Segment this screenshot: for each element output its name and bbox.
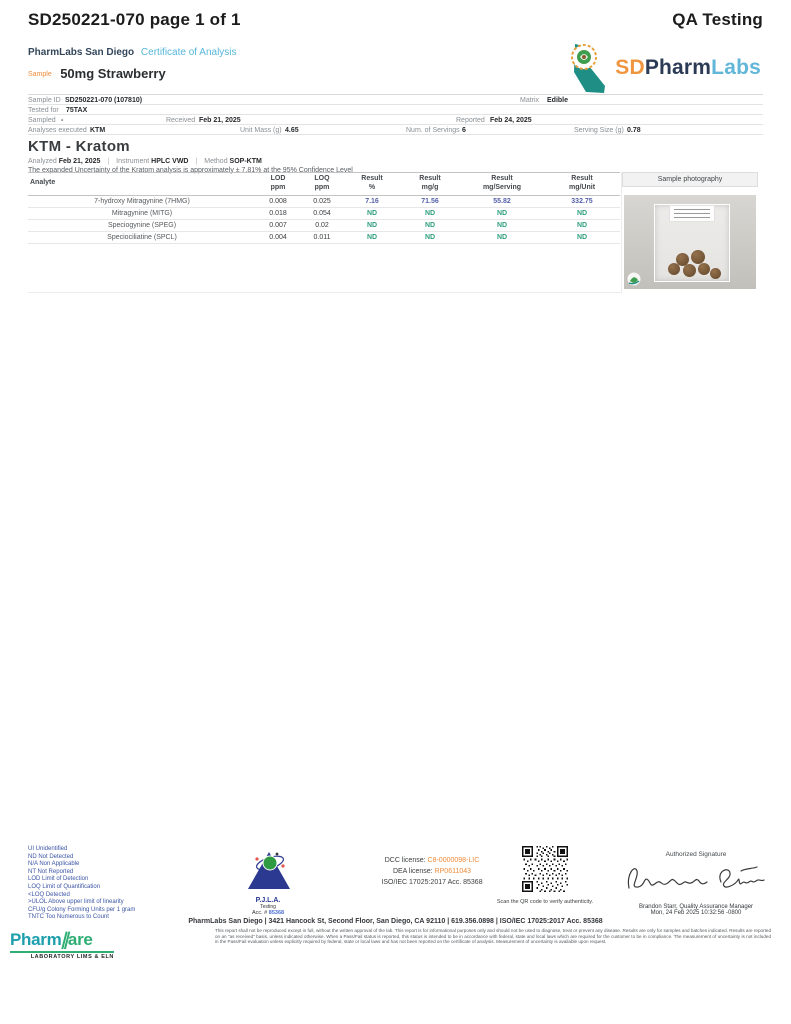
pharmware-logo — [10, 930, 130, 960]
legend-item: NT Not Reported — [28, 868, 74, 875]
col-header-lod-line2: ppm — [270, 183, 286, 191]
authorized-signature-block — [618, 851, 774, 916]
sampled-value: - — [61, 117, 64, 124]
legend-item: ND Not Detected — [28, 853, 74, 860]
lod-value: 0.008 — [256, 195, 300, 207]
legend-item: LOD Limit of Detection — [28, 876, 89, 883]
results-header-row — [28, 173, 620, 196]
tested-for-value: 75TAX — [66, 107, 88, 114]
matrix-label: Matrix — [520, 97, 540, 104]
col-header-result-pct — [344, 173, 400, 196]
serving-size-label: Serving Size (g) — [574, 127, 624, 134]
sample-photo — [624, 195, 756, 289]
qa-testing-label: QA Testing — [672, 10, 763, 29]
col-header-pct-line1: Result — [361, 175, 383, 182]
analyte-name: 7-hydroxy Mitragynine (7HMG) — [28, 195, 256, 207]
result-serving: ND — [460, 219, 544, 231]
gummy-ball — [698, 263, 710, 275]
instrument-label: Instrument — [116, 158, 150, 165]
analyses-executed-label: Analyses executed — [28, 127, 87, 134]
brand-labs: Labs — [711, 56, 761, 79]
method-label: Method — [204, 158, 228, 165]
document-header — [28, 10, 763, 30]
analyte-name: Speciociliatine (SPCL) — [28, 231, 256, 243]
legend-item: UI Unidentified — [28, 846, 68, 852]
iso-accreditation-line: ISO/IEC 17025:2017 Acc. 85368 — [381, 879, 483, 886]
reported-label: Reported — [456, 117, 485, 124]
gummy-ball — [691, 250, 705, 264]
col-header-loq-line1: LOQ — [314, 175, 330, 182]
result-mgg: ND — [400, 207, 460, 219]
sample-tag-label: Sample — [28, 71, 52, 78]
loq-value: 0.02 — [300, 219, 344, 231]
meta-separator: | — [107, 158, 110, 165]
num-servings-value: 6 — [462, 127, 466, 134]
qr-verification — [486, 846, 604, 905]
uncertainty-note: The expanded Uncertainty of the Kratom analysis is approximately ± 7.81% at the 95% Confidence Level — [28, 167, 353, 174]
col-header-mgg-line2: mg/g — [421, 183, 439, 191]
analyte-name: Mitragynine (MITG) — [28, 207, 256, 219]
analyzed-label: Analyzed — [28, 158, 57, 165]
authorized-signature-label: Authorized Signature — [665, 851, 727, 858]
result-serving: ND — [460, 207, 544, 219]
lab-address-line: PharmLabs San Diego | 3421 Hancock St, Second Floor, San Diego, CA 92110 | 619.356.0898 | ISO/IEC 17025:2017 Acc. 85368 — [188, 918, 603, 925]
col-header-result-unit — [544, 173, 620, 196]
result-mgg: 71.56 — [400, 195, 460, 207]
pjla-logo-icon — [244, 849, 292, 891]
col-header-lod-line1: LOD — [270, 175, 286, 182]
kratom-section-title: KTM - Kratom — [28, 138, 130, 155]
unit-mass-label: Unit Mass (g) — [240, 127, 282, 134]
sample-photography-header: Sample photography — [622, 172, 758, 187]
pjla-acc-label: Acc. # — [251, 910, 268, 916]
sample-name: 50mg Strawberry — [60, 66, 166, 81]
qr-code — [522, 846, 568, 892]
signatory-name-title: Brandon Starr, Quality Assurance Manager — [638, 904, 754, 910]
tested-for-label: Tested for — [28, 107, 59, 114]
loq-value: 0.025 — [300, 195, 344, 207]
certificate-of-analysis-label: Certificate of Analysis — [140, 47, 237, 58]
sample-line — [28, 65, 166, 83]
pjla-sub: Testing — [260, 904, 276, 910]
col-header-result-serving — [460, 173, 544, 196]
analyzed-date: Feb 21, 2025 — [58, 158, 101, 165]
photo-watermark-icon — [627, 272, 641, 286]
received-label: Received — [166, 117, 196, 124]
result-pct: ND — [344, 207, 400, 219]
col-header-lod — [256, 173, 300, 196]
disclaimer-text: This report shall not be reproduced except in full, without the written approval of the lab. This report is for informational purposes only and should not be used to diagnose, treat or prevent any disease. Results are only for samples and batches indicated. Results are reported on an "as received" basis, unless indicated otherwise. When a Pass/Fail status is reported, this status is intended to be in accordance with federal, state and local laws which are required for the customer to be in compliance. The measurement of uncertainty is not included in the Pass/Fail evaluation unless explicitly required by federal, state or local laws and has not been reported on the certificate of analysis. Measurement of uncertainty is available upon request. — [215, 928, 771, 945]
sample-photography-column — [622, 172, 758, 289]
legend-item: >ULOL Above upper limit of linearity — [28, 899, 124, 906]
result-serving: 55.82 — [460, 195, 544, 207]
california-logo-icon — [569, 42, 611, 94]
result-unit: ND — [544, 231, 620, 243]
sample-info-row-2 — [28, 105, 763, 115]
result-mgg: ND — [400, 231, 460, 243]
result-pct: ND — [344, 231, 400, 243]
result-pct: 7.16 — [344, 195, 400, 207]
col-header-serving-line2: mg/Serving — [482, 183, 522, 191]
table-row — [28, 207, 620, 219]
gummy-ball — [668, 263, 680, 275]
meta-separator: | — [195, 158, 198, 165]
legend-item: TNTC Too Numerous to Count — [28, 914, 109, 921]
pjla-name: P.J.L.A. — [255, 897, 281, 904]
pharmware-wordmark — [10, 930, 114, 953]
sample-id-label: Sample ID — [28, 97, 61, 104]
pharmware-slash-icon: ∥ — [60, 930, 69, 949]
sample-bag-label — [669, 205, 715, 222]
col-header-result-mgg — [400, 173, 460, 196]
unit-mass-value: 4.65 — [285, 127, 299, 134]
sampled-label: Sampled — [28, 117, 56, 124]
num-servings-label: Num. of Servings — [406, 127, 460, 134]
lod-value: 0.004 — [256, 231, 300, 243]
brand-text — [615, 56, 761, 80]
brand-pharm: Pharm — [644, 56, 712, 79]
results-table — [28, 172, 620, 244]
kratom-analysis-meta — [28, 158, 763, 165]
dcc-license-label: DCC license: — [384, 857, 426, 864]
lod-value: 0.007 — [256, 219, 300, 231]
method-value: SOP-KTM — [229, 158, 262, 165]
pjla-accreditation-number — [230, 910, 306, 916]
instrument-value: HPLC VWD — [151, 158, 189, 165]
table-row — [28, 219, 620, 231]
pharmware-name-tail: are — [67, 930, 93, 949]
page-title: SD250221-070 page 1 of 1 — [28, 10, 241, 29]
lod-value: 0.018 — [256, 207, 300, 219]
loq-value: 0.011 — [300, 231, 344, 243]
kratom-section — [28, 138, 763, 174]
loq-value: 0.054 — [300, 207, 344, 219]
col-header-serving-line1: Result — [491, 175, 513, 182]
gummy-ball — [710, 268, 721, 279]
sample-info-row-3 — [28, 115, 763, 125]
result-unit: ND — [544, 219, 620, 231]
dea-license-label: DEA license: — [392, 868, 433, 875]
qr-caption: Scan the QR code to verify authenticity. — [496, 899, 594, 905]
serving-size-value: 0.78 — [627, 127, 641, 134]
pjla-acc-number: 85368 — [268, 910, 285, 916]
result-unit: 332.75 — [544, 195, 620, 207]
lab-line — [28, 47, 237, 58]
reported-value: Feb 24, 2025 — [490, 117, 532, 124]
lab-name: PharmLabs San Diego — [28, 47, 135, 58]
dea-license-value: RP0611043 — [434, 868, 472, 875]
brand-sd: SD — [615, 56, 645, 79]
col-header-unit-line1: Result — [571, 175, 593, 182]
table-row — [28, 231, 620, 243]
legend-item: CFU/g Colony Forming Units per 1 gram — [28, 906, 136, 913]
legend-item: <LOQ Detected — [28, 891, 70, 898]
result-serving: ND — [460, 231, 544, 243]
col-header-loq-line2: ppm — [314, 183, 330, 191]
signature-timestamp: Mon, 24 Feb 2025 10:32:56 -0800 — [650, 910, 742, 916]
sdpharmlabs-logo — [569, 42, 761, 94]
abbreviation-legend — [28, 846, 135, 922]
sample-id-value: SD250221-070 (107810) — [65, 97, 143, 104]
pjla-accreditation — [230, 849, 306, 916]
sample-info-row-4 — [28, 125, 763, 135]
result-unit: ND — [544, 207, 620, 219]
table-row — [28, 195, 620, 207]
dcc-license-value: C8-0000098-LIC — [427, 857, 480, 864]
col-header-pct-line2: % — [368, 183, 376, 191]
analyses-executed-value: KTM — [90, 127, 106, 134]
analyte-name: Speciogynine (SPEG) — [28, 219, 256, 231]
col-header-mgg-line1: Result — [419, 175, 441, 182]
matrix-value: Edible — [547, 97, 569, 104]
gummy-ball — [683, 264, 696, 277]
sample-info-row-1 — [28, 95, 763, 105]
result-pct: ND — [344, 219, 400, 231]
results-table-wrap — [28, 172, 622, 293]
signature-image — [621, 858, 771, 898]
col-header-unit-line2: mg/Unit — [568, 183, 596, 191]
pharmware-name-main: Pharm — [10, 930, 62, 949]
received-value: Feb 21, 2025 — [199, 117, 241, 124]
col-header-loq — [300, 173, 344, 196]
result-mgg: ND — [400, 219, 460, 231]
legend-item: LOQ Limit of Quantification — [28, 883, 101, 890]
pharmware-subtitle: LABORATORY LIMS & ELN — [30, 954, 114, 960]
col-header-analyte: Analyte — [28, 173, 256, 196]
legend-item: N/A Non Applicable — [28, 861, 80, 868]
sample-info-table — [28, 94, 763, 133]
